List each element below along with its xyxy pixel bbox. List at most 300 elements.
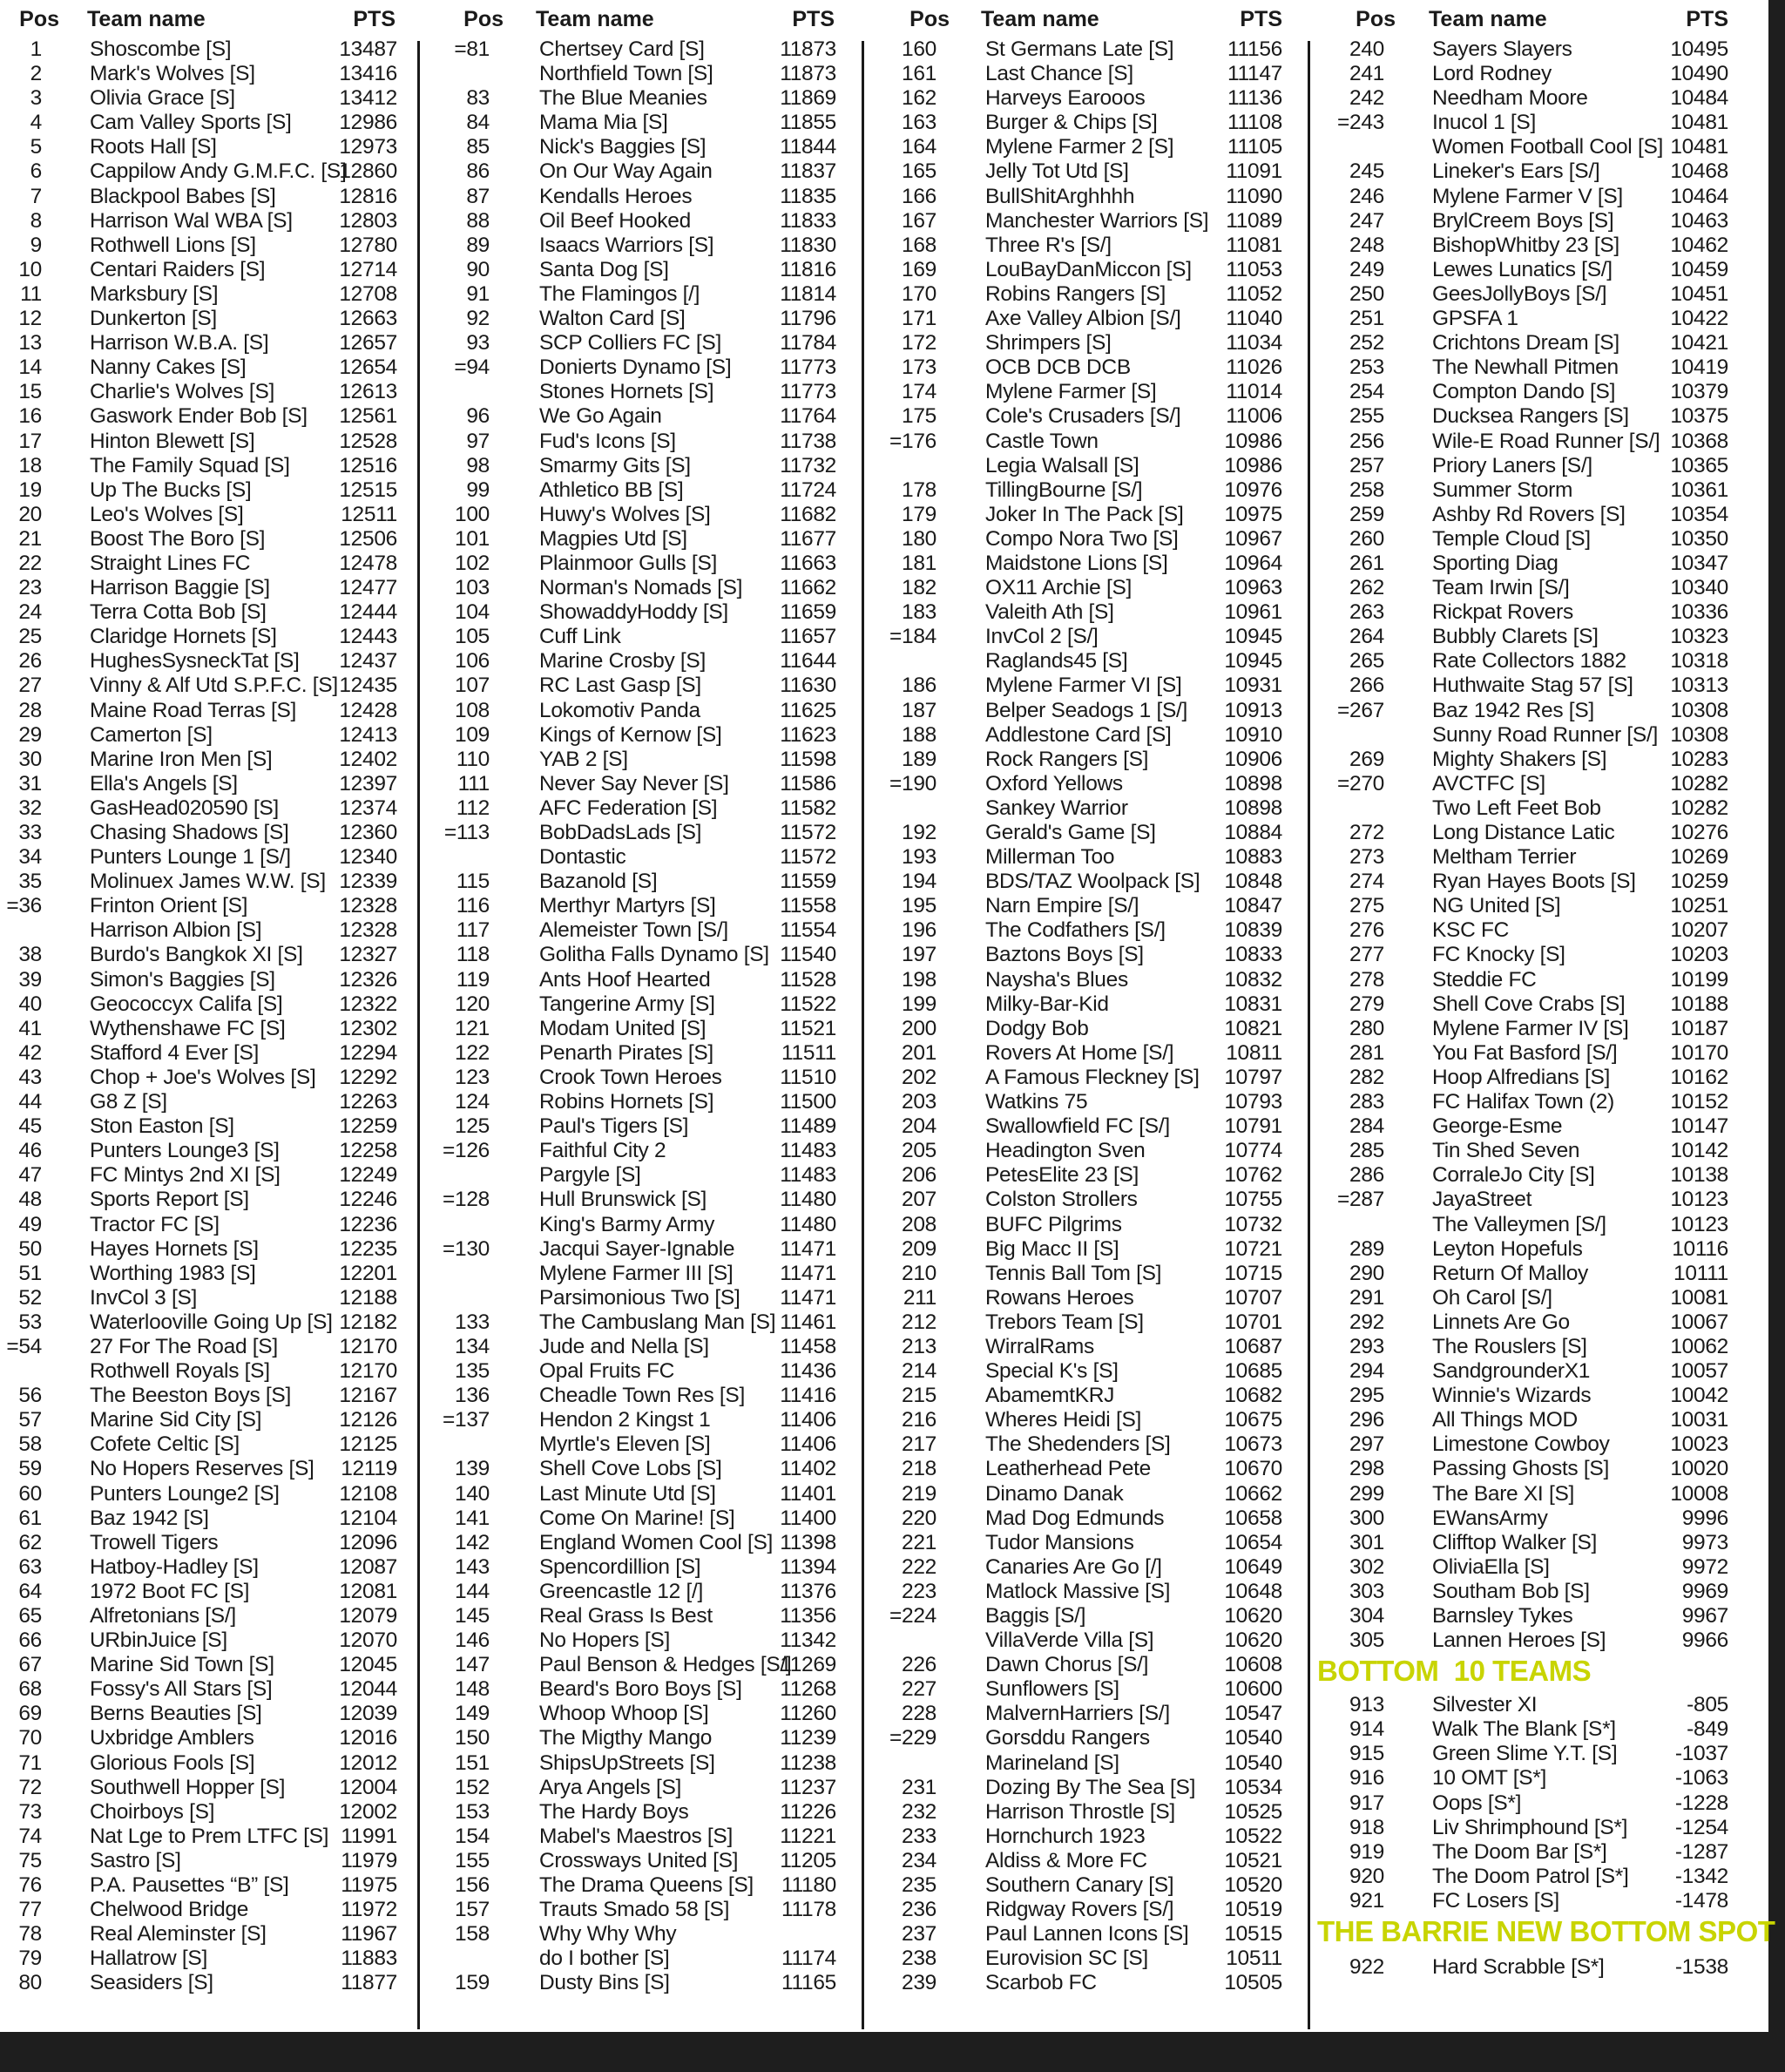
points-cell: 11401	[780, 1481, 836, 1506]
table-row	[0, 111, 416, 135]
team-name-cell: Nat Lge to Prem LTFC [S]	[90, 1824, 329, 1848]
table-row	[0, 552, 416, 576]
points-cell: 10521	[1224, 1848, 1282, 1872]
position-cell: 255	[1349, 404, 1384, 429]
position-cell: 45	[18, 1114, 42, 1139]
points-cell: 11105	[1227, 135, 1282, 159]
points-cell: 12860	[339, 159, 397, 184]
position-cell: 97	[466, 429, 490, 453]
team-name-cell: Oil Beef Hooked	[539, 208, 691, 233]
team-name-cell: Two Left Feet Bob	[1432, 796, 1601, 820]
team-name-cell: Lannen Heroes [S]	[1432, 1628, 1606, 1653]
position-cell: =130	[443, 1236, 490, 1261]
standings-column-2	[420, 0, 861, 2032]
position-cell: =190	[889, 771, 936, 796]
table-row	[864, 1971, 1307, 1995]
points-cell: 10540	[1224, 1726, 1282, 1750]
points-cell: 10199	[1670, 967, 1728, 992]
points-cell: 10207	[1670, 918, 1728, 943]
table-row	[864, 307, 1307, 331]
position-cell: 299	[1349, 1481, 1384, 1506]
points-cell: 12528	[339, 429, 397, 453]
table-row	[864, 821, 1307, 845]
table-row	[420, 1873, 861, 1898]
points-cell: 10318	[1670, 649, 1728, 674]
table-row	[864, 1335, 1307, 1359]
team-name-cell: The Newhall Pitmen	[1432, 355, 1619, 380]
team-name-cell: The Beeston Boys [S]	[90, 1384, 291, 1408]
team-name-cell: Marine Crosby [S]	[539, 649, 706, 674]
team-name-cell: Maidstone Lions [S]	[985, 551, 1168, 575]
team-name-cell: Waterlooville Going Up [S]	[90, 1310, 333, 1334]
team-name-cell: Trebors Team [S]	[985, 1310, 1144, 1334]
team-name-cell: Alemeister Town [S/]	[539, 918, 728, 943]
team-name-cell: Jelly Tot Utd [S]	[985, 159, 1129, 184]
team-name-cell: Ston Easton [S]	[90, 1114, 234, 1139]
position-cell: =94	[454, 355, 490, 380]
barrie-bottom-spot-heading: THE BARRIE NEW BOTTOM SPOT	[1317, 1915, 1775, 1948]
team-name-cell: Kendalls Heroes	[539, 184, 693, 208]
position-cell: 12	[18, 307, 42, 331]
points-cell: 10365	[1670, 453, 1728, 477]
header-pos: Pos	[1356, 7, 1396, 31]
team-name-cell: Alfretonians [S/]	[90, 1604, 236, 1628]
points-cell: 11663	[780, 551, 836, 575]
points-cell: 10361	[1670, 477, 1728, 502]
table-row	[1310, 159, 1768, 184]
points-cell: 10898	[1224, 796, 1282, 820]
team-name-cell: Harrison Throstle [S]	[985, 1799, 1175, 1824]
position-cell: 21	[18, 526, 42, 551]
points-cell: 12249	[339, 1163, 397, 1188]
points-cell: 12012	[339, 1750, 397, 1775]
position-cell: 283	[1349, 1090, 1384, 1114]
table-row	[1310, 1628, 1768, 1653]
table-row	[0, 62, 416, 86]
team-name-cell: Centari Raiders [S]	[90, 257, 266, 281]
position-cell: 4	[30, 111, 42, 135]
table-row	[1310, 1237, 1768, 1262]
table-row	[0, 992, 416, 1017]
table-row	[0, 625, 416, 649]
position-cell: 58	[18, 1432, 42, 1457]
table-row	[864, 430, 1307, 454]
position-cell: 59	[18, 1457, 42, 1481]
team-name-cell: WirralRams	[985, 1334, 1094, 1358]
table-row	[0, 159, 416, 184]
position-cell: 85	[466, 135, 490, 159]
table-row	[1310, 331, 1768, 355]
table-row	[1310, 894, 1768, 918]
table-row	[1310, 625, 1768, 649]
header-pts: PTS	[1686, 7, 1728, 31]
points-cell: 11572	[780, 845, 836, 870]
team-name-cell: Shoscombe [S]	[90, 37, 232, 61]
table-row	[864, 1531, 1307, 1555]
points-cell: -849	[1687, 1717, 1728, 1742]
position-cell: 231	[902, 1775, 936, 1799]
points-cell: 10020	[1670, 1457, 1728, 1481]
table-row	[420, 600, 861, 625]
table-row	[1310, 1865, 1768, 1889]
points-cell: 11510	[780, 1065, 836, 1089]
position-cell: 123	[455, 1065, 490, 1089]
points-cell: 11178	[781, 1898, 836, 1922]
table-row	[420, 1947, 861, 1971]
team-name-cell: The Hardy Boys	[539, 1799, 689, 1824]
team-name-cell: Camerton [S]	[90, 722, 213, 747]
table-row	[1310, 552, 1768, 576]
team-name-cell: Meltham Terrier	[1432, 845, 1577, 870]
points-cell: 12657	[339, 331, 397, 355]
position-cell: 238	[902, 1947, 936, 1971]
points-cell: 11406	[780, 1432, 836, 1457]
standings-column-3	[864, 0, 1307, 2032]
team-name-cell: Tudor Mansions	[985, 1530, 1134, 1554]
team-name-cell: Oh Carol [S/]	[1432, 1285, 1552, 1310]
points-cell: 9967	[1681, 1604, 1728, 1628]
team-name-cell: Fud's Icons [S]	[539, 429, 676, 453]
team-name-cell: England Women Cool [S]	[539, 1530, 774, 1554]
position-cell: 101	[455, 526, 490, 551]
team-name-cell: Swallowfield FC [S/]	[985, 1114, 1170, 1139]
points-cell: 10658	[1224, 1506, 1282, 1530]
position-cell: 78	[18, 1922, 42, 1947]
position-cell: 35	[18, 870, 42, 894]
position-cell: 107	[455, 674, 490, 698]
team-name-cell: Bubbly Clarets [S]	[1432, 625, 1599, 649]
table-row	[420, 1432, 861, 1457]
position-cell: 193	[902, 845, 936, 870]
position-cell: 146	[455, 1628, 490, 1653]
team-name-cell: CorraleJo City [S]	[1432, 1163, 1595, 1188]
position-cell: 110	[456, 747, 490, 771]
table-row	[1310, 307, 1768, 331]
table-row	[0, 527, 416, 552]
table-row	[0, 380, 416, 404]
position-cell: 253	[1349, 355, 1384, 380]
position-cell: 152	[455, 1775, 490, 1799]
team-name-cell: Smarmy Gits [S]	[539, 453, 691, 477]
points-cell: 10884	[1224, 821, 1282, 844]
position-cell: 145	[455, 1604, 490, 1628]
table-row	[0, 1408, 416, 1432]
table-row	[864, 723, 1307, 748]
table-row	[0, 1090, 416, 1114]
points-cell: 10986	[1224, 429, 1282, 453]
team-name-cell: Crook Town Heroes	[539, 1065, 722, 1089]
position-cell: =81	[454, 37, 490, 61]
position-cell: 289	[1349, 1236, 1384, 1261]
team-name-cell: Pargyle [S]	[539, 1163, 641, 1188]
position-cell: 5	[30, 135, 42, 159]
table-row	[1310, 1693, 1768, 1717]
position-cell: 33	[18, 821, 42, 844]
position-cell: 39	[18, 967, 42, 992]
position-cell: 235	[902, 1873, 936, 1898]
standings-column-4	[1310, 0, 1775, 2032]
table-row	[864, 355, 1307, 380]
position-cell: 218	[902, 1457, 936, 1481]
points-cell: -1037	[1674, 1742, 1728, 1766]
standings-rows	[864, 37, 1307, 1996]
points-cell: 12294	[339, 1040, 397, 1065]
points-cell: 11165	[781, 1971, 836, 1995]
position-cell: 144	[455, 1579, 490, 1603]
table-row	[0, 968, 416, 992]
table-row	[0, 1776, 416, 1800]
table-row	[0, 1017, 416, 1041]
team-name-cell: Barnsley Tykes	[1432, 1604, 1573, 1628]
position-cell: 77	[18, 1898, 42, 1922]
position-cell: 212	[902, 1310, 936, 1334]
team-name-cell: Jude and Nella [S]	[539, 1334, 709, 1358]
position-cell: 254	[1349, 380, 1384, 404]
position-cell: 181	[902, 551, 936, 575]
table-row	[864, 1066, 1307, 1090]
team-name-cell: Green Slime Y.T. [S]	[1432, 1742, 1618, 1766]
table-row	[420, 1507, 861, 1531]
points-cell: 10847	[1224, 894, 1282, 918]
team-name-cell: Santa Dog [S]	[539, 257, 669, 281]
team-name-cell: Clifftop Walker [S]	[1432, 1530, 1597, 1554]
position-cell: 196	[902, 918, 936, 943]
points-cell: 11239	[780, 1726, 836, 1750]
points-cell: 10347	[1670, 551, 1728, 575]
points-cell: 12714	[339, 257, 397, 281]
points-cell: 11342	[780, 1628, 836, 1653]
position-cell: 232	[902, 1799, 936, 1824]
table-row	[1310, 1531, 1768, 1555]
points-cell: 12108	[339, 1481, 397, 1506]
team-name-cell: Chelwood Bridge	[90, 1898, 249, 1922]
points-cell: 11483	[780, 1163, 836, 1188]
position-cell: 223	[902, 1579, 936, 1603]
team-name-cell: A Famous Fleckney [S]	[985, 1065, 1200, 1089]
team-name-cell: Summer Storm	[1432, 477, 1573, 502]
table-row	[1310, 723, 1768, 748]
team-name-cell: Harveys Earooos	[985, 86, 1146, 111]
team-name-cell: Paul Lannen Icons [S]	[985, 1922, 1189, 1947]
team-name-cell: Trauts Smado 58 [S]	[539, 1898, 730, 1922]
position-cell: 68	[18, 1677, 42, 1702]
standings-rows	[0, 37, 416, 1996]
team-name-cell: Valeith Ath [S]	[985, 600, 1114, 625]
position-cell: =54	[6, 1334, 42, 1358]
points-cell: 10811	[1226, 1040, 1282, 1065]
table-row	[0, 1335, 416, 1359]
position-cell: 245	[1349, 159, 1384, 184]
points-cell: 11156	[1227, 37, 1282, 61]
team-name-cell: Rothwell Royals [S]	[90, 1359, 270, 1384]
table-row	[864, 1310, 1307, 1335]
team-name-cell: 1972 Boot FC [S]	[90, 1579, 250, 1603]
position-cell: 182	[902, 576, 936, 600]
team-name-cell: Punters Lounge 1 [S/]	[90, 845, 291, 870]
table-row	[1310, 527, 1768, 552]
team-name-cell: Why Why Why	[539, 1922, 677, 1947]
team-name-cell: TillingBourne [S/]	[985, 477, 1143, 502]
table-row	[864, 1262, 1307, 1286]
table-row	[0, 37, 416, 62]
points-cell: 10620	[1224, 1604, 1282, 1628]
table-row	[0, 1531, 416, 1555]
team-name-cell: Hard Scrabble [S*]	[1432, 1955, 1605, 1980]
points-cell: 10142	[1670, 1139, 1728, 1163]
points-cell: 12126	[339, 1408, 397, 1432]
position-cell: 178	[902, 477, 936, 502]
points-cell: 12125	[339, 1432, 397, 1457]
team-name-cell: Oops [S*]	[1432, 1791, 1522, 1815]
points-cell: 11644	[780, 649, 836, 674]
team-name-cell: Sunny Road Runner [S/]	[1432, 722, 1658, 747]
position-cell: 98	[466, 453, 490, 477]
table-row	[864, 111, 1307, 135]
header-pts: PTS	[353, 7, 396, 31]
team-name-cell: Rovers At Home [S/]	[985, 1040, 1174, 1065]
points-cell: 12506	[339, 526, 397, 551]
table-row	[864, 258, 1307, 282]
points-cell: 12515	[339, 477, 397, 502]
position-cell: 27	[18, 674, 42, 698]
team-name-cell: Crossways United [S]	[539, 1848, 739, 1872]
column-header	[0, 3, 416, 35]
header-team-name: Team name	[981, 7, 1099, 31]
points-cell: 12340	[339, 845, 397, 870]
team-name-cell: Lokomotiv Panda	[539, 698, 700, 722]
points-cell: 10138	[1670, 1163, 1728, 1188]
table-row	[1310, 870, 1768, 894]
team-name-cell: Simon's Baggies [S]	[90, 967, 275, 992]
points-cell: 12081	[339, 1579, 397, 1603]
table-row	[1310, 992, 1768, 1017]
points-cell: -1342	[1674, 1864, 1728, 1888]
table-row	[0, 282, 416, 307]
table-row	[0, 1800, 416, 1825]
points-cell: 11540	[780, 943, 836, 967]
position-cell: 259	[1349, 502, 1384, 526]
team-name-cell: Return Of Malloy	[1432, 1261, 1589, 1285]
team-name-cell: Leo's Wolves [S]	[90, 502, 244, 526]
position-cell: 219	[902, 1481, 936, 1506]
team-name-cell: Mabel's Maestros [S]	[539, 1824, 733, 1848]
table-row	[1310, 1041, 1768, 1066]
team-name-cell: Trowell Tigers	[90, 1530, 219, 1554]
table-row	[864, 772, 1307, 796]
table-row	[0, 845, 416, 870]
team-name-cell: Lineker's Ears [S/]	[1432, 159, 1600, 184]
team-name-cell: Raglands45 [S]	[985, 649, 1128, 674]
position-cell: 250	[1349, 281, 1384, 306]
points-cell: 11835	[780, 184, 836, 208]
team-name-cell: LouBayDanMiccon [S]	[985, 257, 1192, 281]
position-cell: 71	[18, 1750, 42, 1775]
points-cell: 10162	[1670, 1065, 1728, 1089]
team-name-cell: BDS/TAZ Woolpack [S]	[985, 870, 1200, 894]
position-cell: 151	[455, 1750, 490, 1775]
points-cell: 10170	[1670, 1040, 1728, 1065]
team-name-cell: HughesSysneckTat [S]	[90, 649, 300, 674]
table-row	[864, 943, 1307, 967]
points-cell: 10670	[1224, 1457, 1282, 1481]
team-name-cell: You Fat Basford [S/]	[1432, 1040, 1618, 1065]
position-cell: 247	[1349, 208, 1384, 233]
table-row	[1310, 185, 1768, 209]
team-name-cell: Cheadle Town Res [S]	[539, 1384, 745, 1408]
position-cell: 30	[18, 747, 42, 771]
table-row	[420, 1555, 861, 1580]
position-cell: 269	[1349, 747, 1384, 771]
position-cell: =270	[1337, 771, 1384, 796]
table-row	[1310, 1213, 1768, 1237]
position-cell: 284	[1349, 1114, 1384, 1139]
position-cell: 162	[902, 86, 936, 111]
table-row	[864, 1947, 1307, 1971]
team-name-cell: Cofete Celtic [S]	[90, 1432, 240, 1457]
points-cell: 10123	[1670, 1188, 1728, 1212]
team-name-cell: ShipsUpStreets [S]	[539, 1750, 715, 1775]
team-name-cell: The Bare XI [S]	[1432, 1481, 1574, 1506]
table-row	[420, 62, 861, 86]
team-name-cell: Axe Valley Albion [S/]	[985, 307, 1181, 331]
points-cell: 11136	[1227, 86, 1282, 111]
team-name-cell: GPSFA 1	[1432, 307, 1518, 331]
points-cell: 10600	[1224, 1677, 1282, 1702]
position-cell: 305	[1349, 1628, 1384, 1653]
position-cell: 167	[902, 208, 936, 233]
table-row	[1310, 1139, 1768, 1163]
table-row	[420, 1041, 861, 1066]
points-cell: 10123	[1670, 1212, 1728, 1236]
table-row	[420, 1384, 861, 1408]
table-row	[0, 1751, 416, 1776]
points-cell: 10067	[1670, 1310, 1728, 1334]
points-cell: 11586	[780, 771, 836, 796]
team-name-cell: Limestone Cowboy	[1432, 1432, 1610, 1457]
points-cell: 12654	[339, 355, 397, 380]
team-name-cell: Donierts Dynamo [S]	[539, 355, 732, 380]
table-row	[420, 1359, 861, 1384]
table-row	[420, 1702, 861, 1726]
team-name-cell: Modam United [S]	[539, 1016, 707, 1040]
points-cell: 10008	[1670, 1481, 1728, 1506]
header-team-name: Team name	[87, 7, 206, 31]
team-name-cell: Hendon 2 Kingst 1	[539, 1408, 711, 1432]
table-row	[864, 1237, 1307, 1262]
team-name-cell: Sastro [S]	[90, 1848, 181, 1872]
position-cell: =36	[6, 894, 42, 918]
team-name-cell: NG United [S]	[1432, 894, 1561, 918]
team-name-cell: Golitha Falls Dynamo [S]	[539, 943, 769, 967]
points-cell: 10422	[1670, 307, 1728, 331]
points-cell: 12096	[339, 1530, 397, 1554]
table-row	[420, 1776, 861, 1800]
table-row	[864, 1898, 1307, 1922]
position-cell: 291	[1349, 1285, 1384, 1310]
table-row	[0, 1163, 416, 1188]
points-cell: 10336	[1670, 600, 1728, 625]
position-cell: 100	[455, 502, 490, 526]
position-cell: 44	[18, 1090, 42, 1114]
team-name-cell: Dunkerton [S]	[90, 307, 217, 331]
team-name-cell: Steddie FC	[1432, 967, 1537, 992]
points-cell: 9996	[1681, 1506, 1728, 1530]
team-name-cell: Matlock Massive [S]	[985, 1579, 1171, 1603]
position-cell: 60	[18, 1481, 42, 1506]
team-name-cell: Vinny & Alf Utd S.P.F.C. [S]	[90, 674, 338, 698]
table-row	[1310, 454, 1768, 478]
position-cell: 93	[466, 331, 490, 355]
